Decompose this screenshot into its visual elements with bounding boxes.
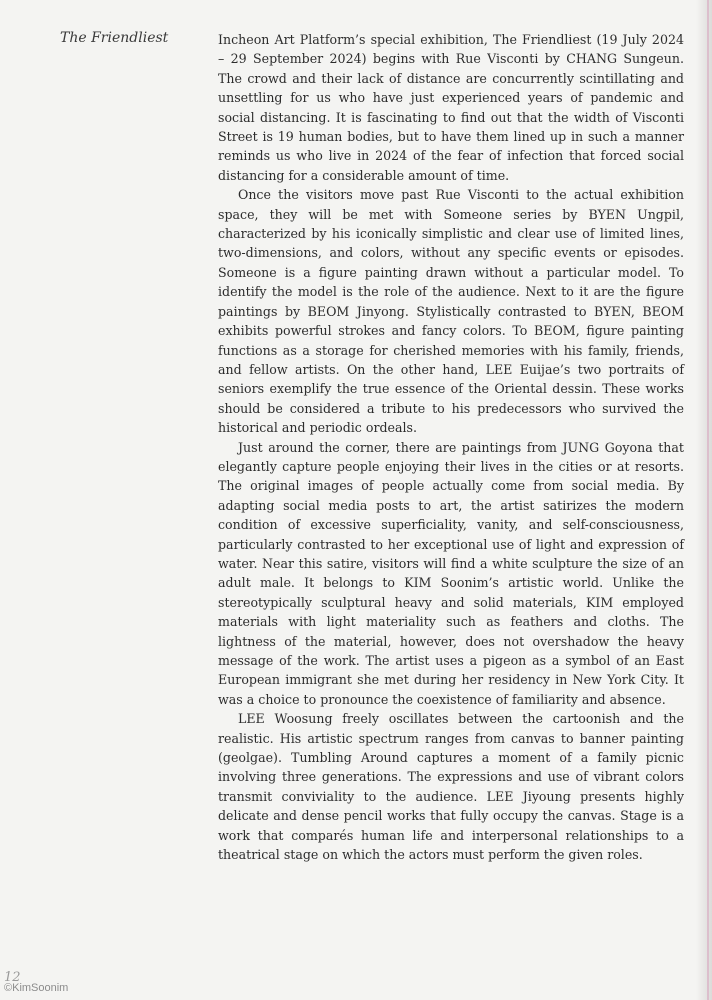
paragraph-1: Incheon Art Platform’s special exhibition, The Friendliest (19 July 2024 – 29 September 2024) begins with Rue Visconti by CHANG Sungeun. The crowd and their lack of distance are concurrently scintillating and unsettling for us who have just experienced years of pandemic and social distancing. It is fascinating to find out that the width of Visconti Street is 19 human bodies, but to have them lined up in such a manner reminds us who live in 2024 of the fear of infection that forced social distancing for a considerable amount of time.	[218, 32, 684, 183]
paragraph-2: Once the visitors move past Rue Visconti to the actual exhibition space, they will be met with Someone series by BYEN Ungpil, characterized by his iconically simplistic and clear use of limited lines, two-dimensions, and colors, without any specific events or episodes. Someone is a figure painting drawn without a particular model. To identify the model is the role of the audience. Next to it are the figure paintings by BEOM Jinyong. Stylistically contrasted to BYEN, BEOM exhibits powerful strokes and fancy colors. To BEOM, figure painting functions as a storage for cherished memories with his family, friends, and fellow artists. On the other hand, LEE Euijae’s two portraits of seniors exemplify the true essence of the Oriental dessin. These works should be considered a tribute to his predecessors who survived the historical and periodic ordeals.	[218, 187, 684, 436]
page-edge-line	[707, 0, 709, 1000]
page-number: 12	[4, 970, 21, 985]
article-body	[218, 30, 684, 864]
sidebar-title: The Friendliest	[60, 30, 169, 46]
page-edge-shadow	[696, 0, 712, 1000]
copyright-watermark: ©KimSoonim	[4, 982, 69, 994]
paragraph-3: Just around the corner, there are paintings from JUNG Goyona that elegantly capture people enjoying their lives in the cities or at resorts. The original images of people actually come from social media. By adapting social media posts to art, the artist satirizes the modern condition of excessive superficiality, vanity, and self-consciousness, particularly contrasted to her exceptional use of light and expression of water. Near this satire, visitors will find a white sculpture the size of an adult male. It belongs to KIM Soonim’s artistic world. Unlike the stereotypically sculptural heavy and solid materials, KIM employed materials with light materiality such as feathers and cloths. The lightness of the material, however, does not overshadow the heavy message of the work. The artist uses a pigeon as a symbol of an East European immigrant she met during her residency in New York City. It was a choice to pronounce the coexistence of familiarity and absence.	[218, 439, 684, 707]
paragraph-4: LEE Woosung freely oscillates between the cartoonish and the realistic. His artistic spectrum ranges from canvas to banner painting (geolgae). Tumbling Around captures a moment of a family picnic involving three generations. The expressions and use of vibrant colors transmit conviviality to the audience. LEE Jiyoung presents highly delicate and dense pencil works that fully occupy the canvas. Stage is a work that comparés human life and interpersonal relationships to a theatrical stage on which the actors must perform the given roles.	[218, 711, 684, 863]
